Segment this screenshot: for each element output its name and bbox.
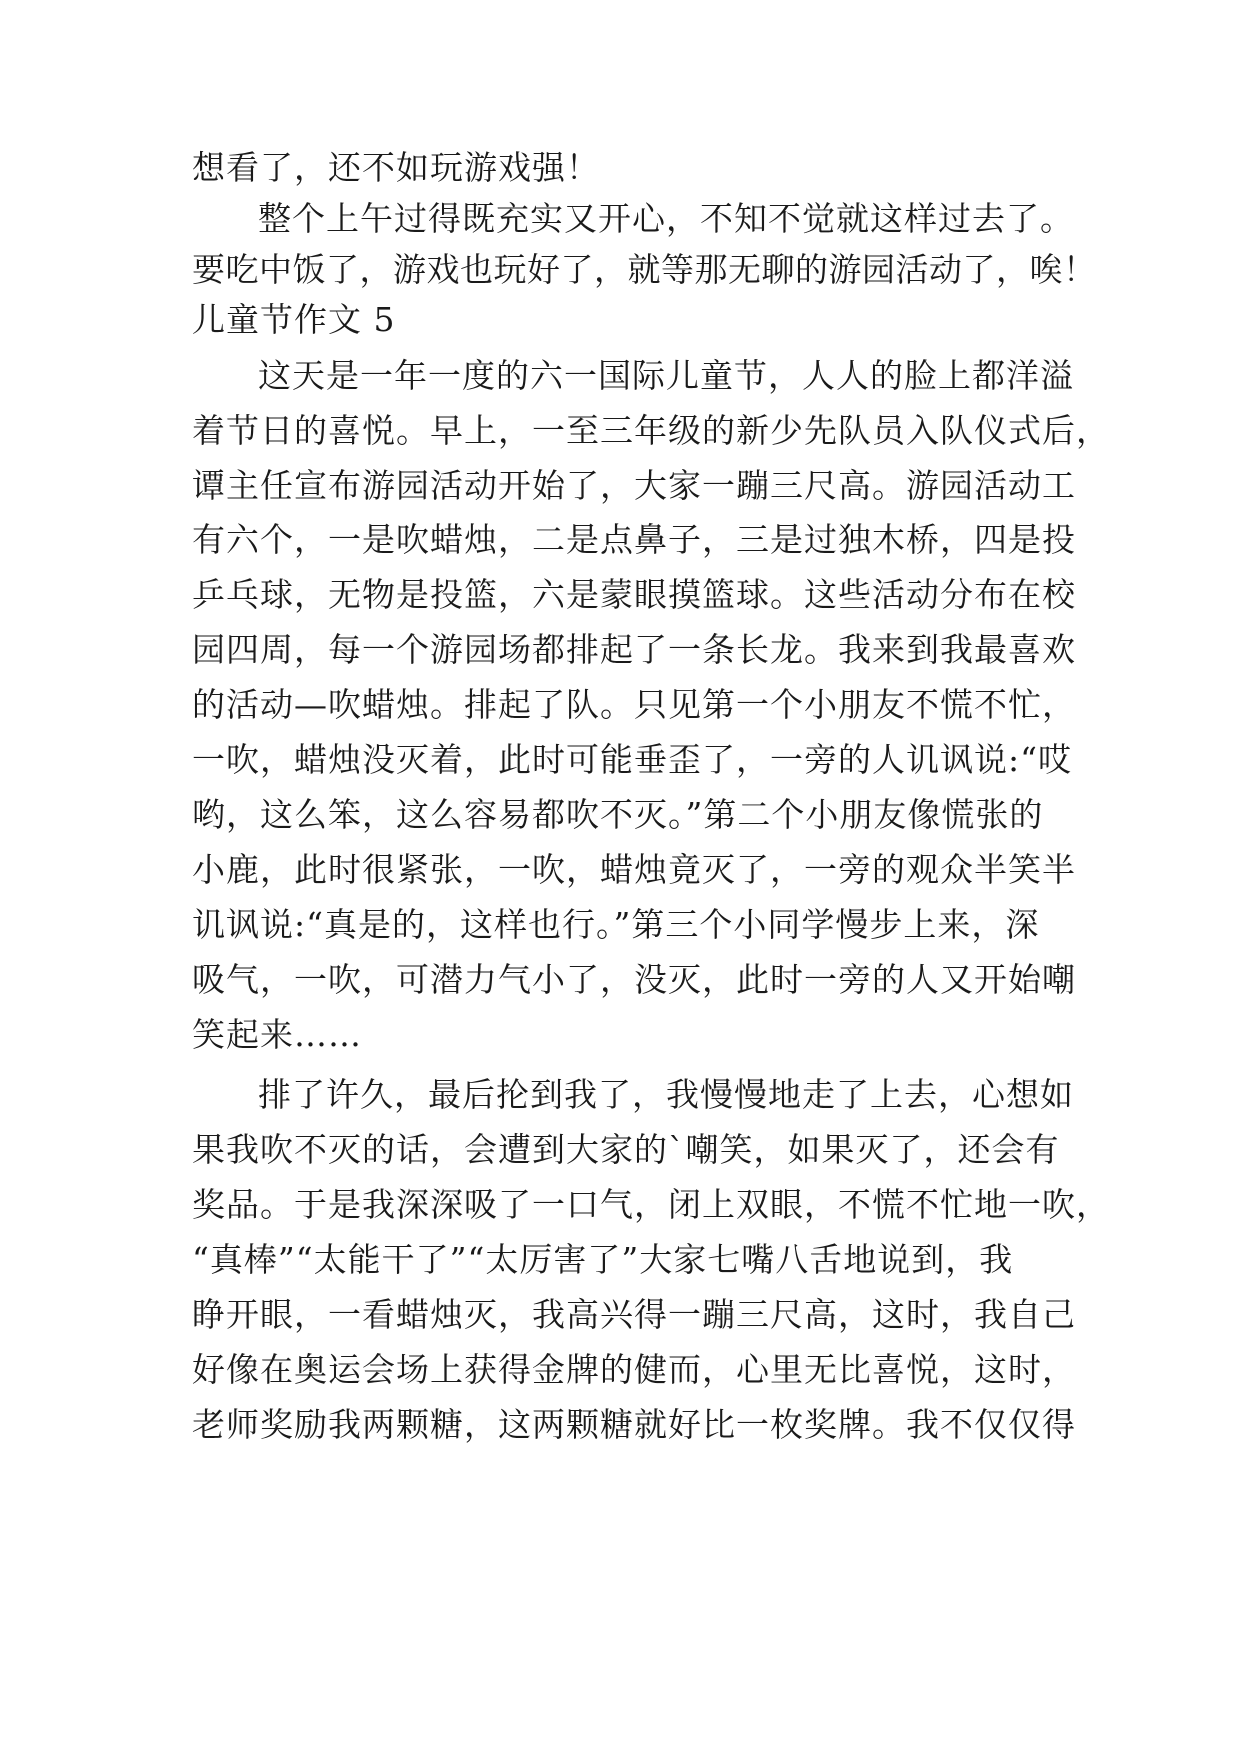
text-line: 园四周，每一个游园场都排起了一条长龙。我来到我最喜欢 bbox=[192, 630, 1076, 669]
text-line: 笑起来…… bbox=[192, 1015, 362, 1054]
text-line: 哟，这么笨，这么容易都吹不灭。”第二个小朋友像慌张的 bbox=[192, 795, 1044, 834]
text-line: 想看了，还不如玩游戏强！ bbox=[192, 148, 600, 187]
text-line: “真棒”“太能干了”“太厉害了”大家七嘴八舌地说到，我 bbox=[192, 1240, 1014, 1279]
text-line: 一吹，蜡烛没灭着，此时可能垂歪了，一旁的人讥讽说:“哎 bbox=[192, 740, 1072, 779]
text-line: 老师奖励我两颗糖，这两颗糖就好比一枚奖牌。我不仅仅得 bbox=[192, 1405, 1076, 1444]
text-line: 奖品。于是我深深吸了一口气，闭上双眼，不慌不忙地一吹， bbox=[192, 1185, 1110, 1224]
text-line: 这天是一年一度的六一国际儿童节，人人的脸上都洋溢 bbox=[258, 356, 1074, 395]
text-line: 好像在奥运会场上获得金牌的健而，心里无比喜悦，这时， bbox=[192, 1350, 1076, 1389]
text-line: 乒乓球，无物是投篮，六是蒙眼摸篮球。这些活动分布在校 bbox=[192, 575, 1076, 614]
text-line: 果我吹不灭的话，会遭到大家的`嘲笑，如果灭了，还会有 bbox=[192, 1130, 1060, 1169]
text-line: 小鹿，此时很紧张，一吹，蜡烛竟灭了，一旁的观众半笑半 bbox=[192, 850, 1076, 889]
text-line: 睁开眼，一看蜡烛灭，我高兴得一蹦三尺高，这时，我自己 bbox=[192, 1295, 1076, 1334]
text-line: 整个上午过得既充实又开心，不知不觉就这样过去了。 bbox=[258, 199, 1074, 238]
text-line: 有六个，一是吹蜡烛，二是点鼻子，三是过独木桥，四是投 bbox=[192, 520, 1076, 559]
text-line: 要吃中饭了，游戏也玩好了，就等那无聊的游园活动了，唉！ bbox=[192, 250, 1097, 289]
section-heading: 儿童节作文 5 bbox=[192, 300, 396, 339]
text-line: 着节日的喜悦。早上，一至三年级的新少先队员入队仪式后， bbox=[192, 411, 1110, 450]
text-line: 吸气，一吹，可潜力气小了，没灭，此时一旁的人又开始嘲 bbox=[192, 960, 1076, 999]
text-line: 的活动—吹蜡烛。排起了队。只见第一个小朋友不慌不忙， bbox=[192, 685, 1076, 724]
text-line: 讥讽说:“真是的，这样也行。”第三个小同学慢步上来，深 bbox=[192, 905, 1040, 944]
text-line: 谭主任宣布游园活动开始了，大家一蹦三尺高。游园活动工 bbox=[192, 466, 1076, 505]
text-line: 排了许久，最后抡到我了，我慢慢地走了上去，心想如 bbox=[258, 1075, 1074, 1114]
